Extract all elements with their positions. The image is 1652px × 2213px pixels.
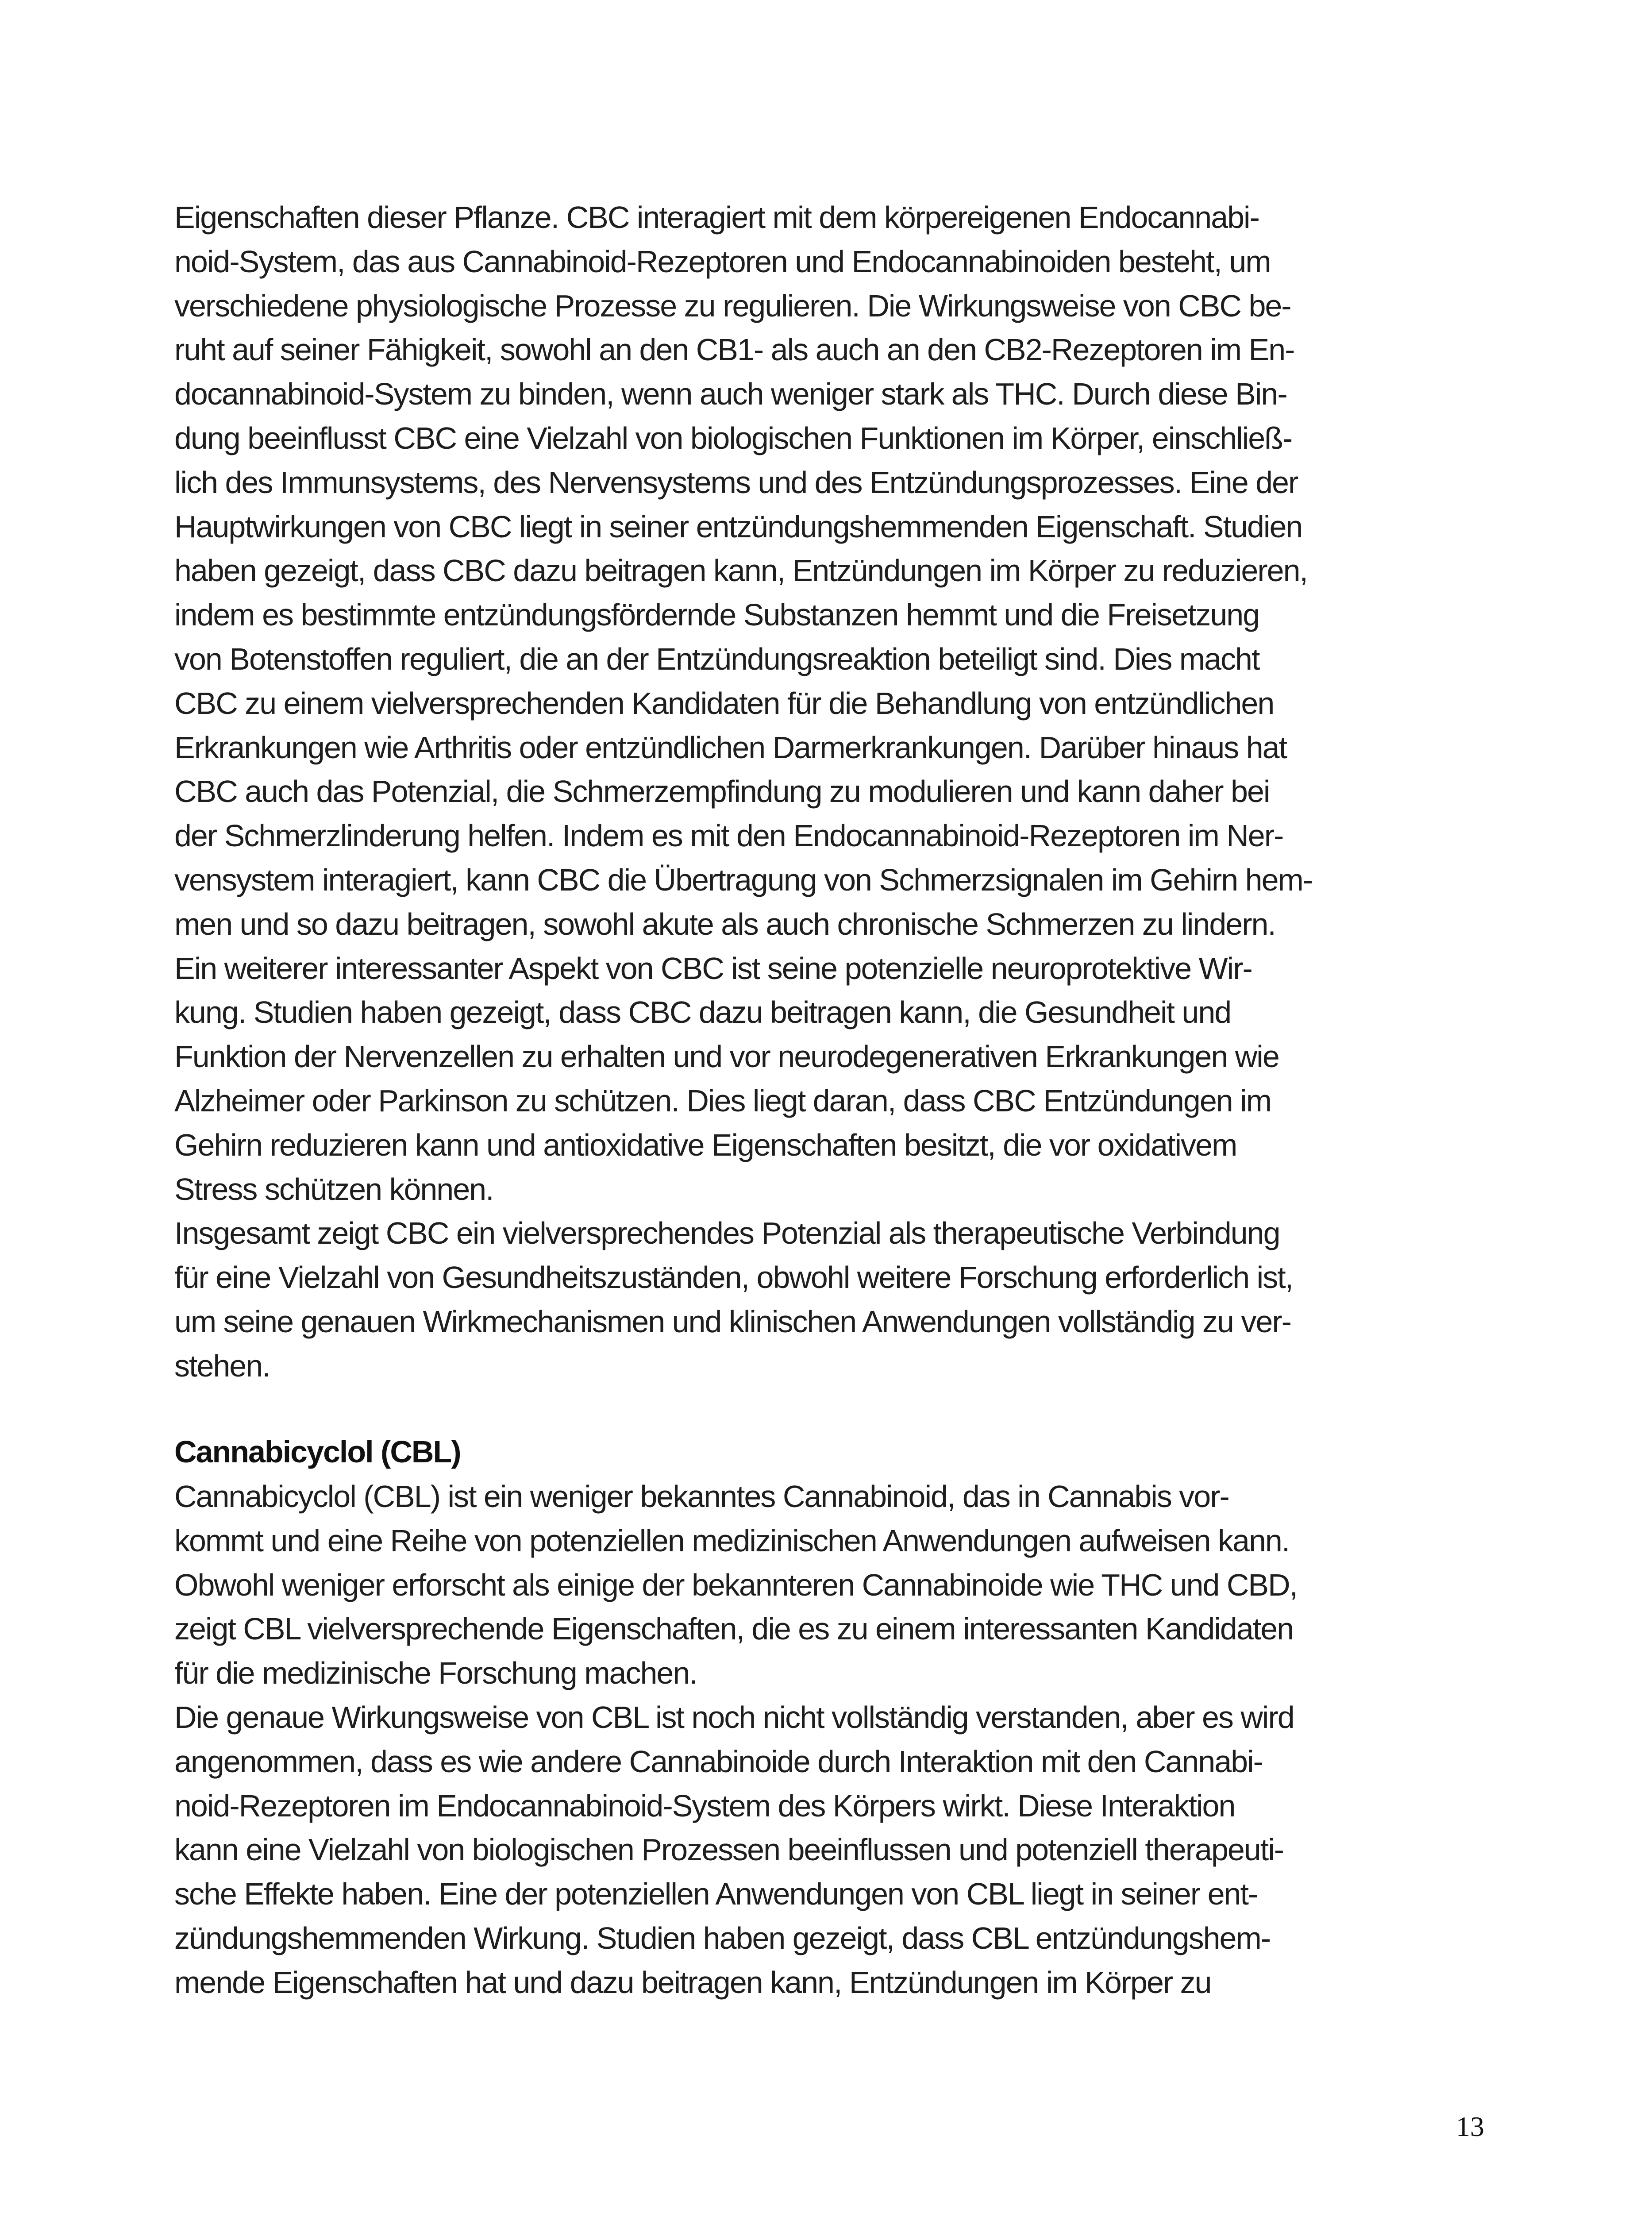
text-line: men und so dazu beitragen, sowohl akute als auch chronische Schmerzen zu lindern. (174, 906, 1275, 941)
text-line: Obwohl weniger erforscht als einige der bekannteren Cannabinoide wie THC und CBD, (174, 1567, 1298, 1602)
text-line: stehen. (174, 1348, 270, 1383)
text-line: Erkrankungen wie Arthritis oder entzündlichen Darmerkrankungen. Darüber hinaus hat (174, 730, 1287, 765)
text-line: verschiedene physiologische Prozesse zu regulieren. Die Wirkungsweise von CBC be- (174, 288, 1291, 323)
text-line: indem es bestimmte entzündungsfördernde Substanzen hemmt und die Freisetzung (174, 598, 1259, 632)
text-line: Alzheimer oder Parkinson zu schützen. Dies liegt daran, dass CBC Entzündungen im (174, 1083, 1271, 1118)
text-line: noid-System, das aus Cannabinoid-Rezeptoren und Endocannabinoiden besteht, um (174, 244, 1271, 279)
text-line: kann eine Vielzahl von biologischen Prozessen beeinflussen und potenziell therapeuti- (174, 1832, 1284, 1867)
section-heading-cbl: Cannabicyclol (CBL) (174, 1434, 461, 1469)
page-number: 13 (1456, 2111, 1484, 2142)
text-line: docannabinoid-System zu binden, wenn auch weniger stark als THC. Durch diese Bin- (174, 377, 1287, 412)
text-line: Insgesamt zeigt CBC ein vielversprechendes Potenzial als therapeutische Verbindung (174, 1216, 1280, 1251)
text-line: Die genaue Wirkungsweise von CBL ist noch nicht vollständig verstanden, aber es wird (174, 1700, 1294, 1735)
text-line: Stress schützen können. (174, 1172, 493, 1207)
text-line: kommt und eine Reihe von potenziellen medizinischen Anwendungen aufweisen kann. (174, 1523, 1290, 1558)
cbl-body-text (174, 1475, 1546, 2005)
text-line: für die medizinische Forschung machen. (174, 1656, 697, 1691)
text-line: für eine Vielzahl von Gesundheitszuständen, obwohl weitere Forschung erforderlich ist, (174, 1260, 1293, 1295)
text-line: CBC auch das Potenzial, die Schmerzempfindung zu modulieren und kann daher bei (174, 774, 1270, 809)
text-line: Cannabicyclol (CBL) ist ein weniger bekanntes Cannabinoid, das in Cannabis vor- (174, 1479, 1229, 1514)
cbc-body-text (174, 196, 1546, 1388)
text-line: kung. Studien haben gezeigt, dass CBC dazu beitragen kann, die Gesundheit und (174, 995, 1231, 1030)
text-line: um seine genauen Wirkmechanismen und klinischen Anwendungen vollständig zu ver- (174, 1304, 1291, 1339)
text-line: der Schmerzlinderung helfen. Indem es mit den Endocannabinoid-Rezeptoren im Ner- (174, 818, 1283, 853)
text-line: Ein weiterer interessanter Aspekt von CBC ist seine potenzielle neuroprotektive Wir- (174, 951, 1252, 986)
text-line: Hauptwirkungen von CBC liegt in seiner entzündungshemmenden Eigenschaft. Studien (174, 509, 1302, 544)
text-line: mende Eigenschaften hat und dazu beitragen kann, Entzündungen im Körper zu (174, 1965, 1211, 2000)
text-line: CBC zu einem vielversprechenden Kandidaten für die Behandlung von entzündlichen (174, 686, 1274, 721)
text-line: Gehirn reduzieren kann und antioxidative Eigenschaften besitzt, die vor oxidativem (174, 1127, 1237, 1162)
text-line: von Botenstoffen reguliert, die an der Entzündungsreaktion beteiligt sind. Dies macht (174, 641, 1259, 676)
text-line: sche Effekte haben. Eine der potenziellen Anwendungen von CBL liegt in seiner ent- (174, 1877, 1258, 1912)
text-line: zündungshemmenden Wirkung. Studien haben gezeigt, dass CBL entzündungshem- (174, 1920, 1271, 1955)
text-line: zeigt CBL vielversprechende Eigenschaften, die es zu einem interessanten Kandidaten (174, 1612, 1294, 1646)
text-line: Eigenschaften dieser Pflanze. CBC interagiert mit dem körpereigenen Endocannabi- (174, 200, 1259, 235)
text-line: Funktion der Nervenzellen zu erhalten und vor neurodegenerativen Erkrankungen wie (174, 1039, 1279, 1074)
text-line: lich des Immunsystems, des Nervensystems und des Entzündungsprozesses. Eine der (174, 465, 1298, 500)
text-line: noid-Rezeptoren im Endocannabinoid-System des Körpers wirkt. Diese Interaktion (174, 1788, 1235, 1823)
text-line: angenommen, dass es wie andere Cannabinoide durch Interaktion mit den Cannabi- (174, 1744, 1263, 1779)
text-line: dung beeinflusst CBC eine Vielzahl von biologischen Funktionen im Körper, einschließ- (174, 420, 1292, 455)
text-line: vensystem interagiert, kann CBC die Übertragung von Schmerzsignalen im Gehirn hem- (174, 862, 1313, 897)
text-line: haben gezeigt, dass CBC dazu beitragen kann, Entzündungen im Körper zu reduzieren, (174, 553, 1307, 588)
text-line: ruht auf seiner Fähigkeit, sowohl an den CB1- als auch an den CB2-Rezeptoren im En- (174, 332, 1294, 367)
